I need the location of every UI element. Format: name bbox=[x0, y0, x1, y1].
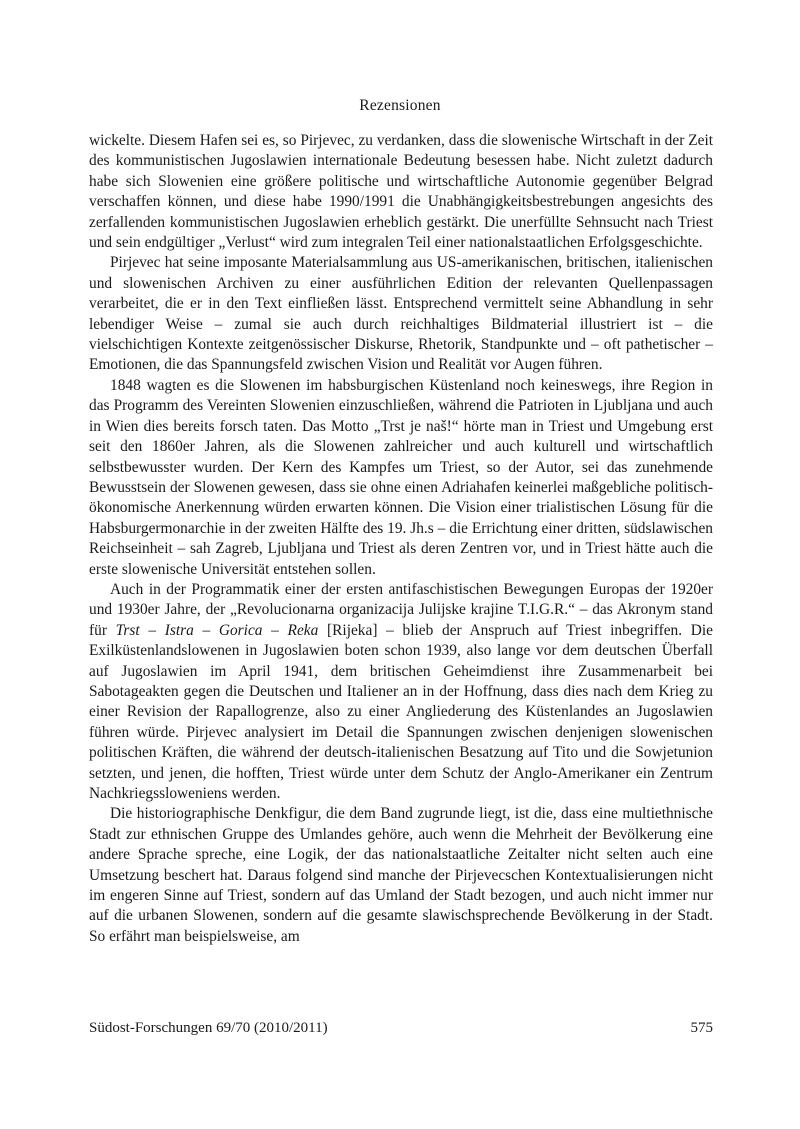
paragraph-5: Die historiographische Denkfigur, die dem Band zugrunde liegt, ist die, dass eine multiethnische Stadt zur ethnischen Gruppe des Umlandes gehöre, auch wenn die Mehrheit der Bevölkerung eine andere Sprache spreche, eine Logik, der das nationalstaatliche Zeitalter nicht selten auch eine Umsetzung beschert hat. Daraus folgend sind manche der Pirjevecschen Kontextualisierungen nicht im engeren Sinne auf Triest, sondern auf das Umland der Stadt bezogen, und auch nicht immer nur auf die urbanen Slowenen, sondern auf die gesamte slawischsprechende Bevölkerung in der Stadt. So erfährt man beispielsweise, am bbox=[89, 805, 713, 945]
paragraph-4 bbox=[89, 580, 713, 804]
review-body bbox=[89, 131, 713, 947]
paragraph-4-part-2: [Rijeka] – blieb der Anspruch auf Triest inbegriffen. Die Exilküstenlandslowenen in Jugoslawien boten schon 1939, also lange vor dem deutschen Überfall auf Jugoslawien im April 1941, dem britischen Geheimdienst ihre Zusammenarbeit bei Sabotageakten gegen die Deutschen und Italiener an in der Hoffnung, dass dies nach dem Krieg zu einer Revision der Rapallogrenze, also zu einer Angliederung des Küstenlandes an Jugoslawien führen würde. Pirjevec analysiert im Detail die Spannungen zwischen denjenigen slowenischen politischen Kräften, die während der deutsch-italienischen Besatzung auf Tito und die Sowjetunion setzten, und jenen, die hofften, Triest würde unter dem Schutz der Anglo-Amerikaner ein Zentrum Nachkriegssloweniens werden. bbox=[89, 621, 714, 802]
page-number: 575 bbox=[690, 1020, 713, 1036]
paragraph-1: wickelte. Diesem Hafen sei es, so Pirjevec, zu verdanken, dass die slowenische Wirtschaft in der Zeit des kommunistischen Jugoslawien internationale Bedeutung besessen habe. Nicht zuletzt dadurch habe sich Slowenien eine größere politische und wirtschaftliche Autonomie gegenüber Belgrad verschaffen können, und diese habe 1990/1991 die Unabhängigkeitsbestrebungen angesichts des zerfallenden kommunistischen Jugoslawien erheblich gestärkt. Die unerfüllte Sehnsucht nach Triest und sein endgültiger „Verlust“ wird zum integralen Teil einer nationalstaatlichen Erfolgsgeschichte. bbox=[89, 132, 713, 252]
running-head: Rezensionen bbox=[359, 97, 441, 114]
tigr-acronym-expansion: Trst – Istra – Gorica – Reka bbox=[115, 621, 319, 639]
journal-citation: Südost-Forschungen 69/70 (2010/2011) bbox=[89, 1020, 328, 1036]
page-footer bbox=[89, 1020, 713, 1037]
paragraph-4-part-1: Auch in der Programmatik einer der ersten antifaschistischen Bewegungen Europas der 1920er und 1930er Jahre, der „Revolucionarna organizacija Julijske krajine T.I.G.R.“ – das Akronym stand für bbox=[89, 580, 713, 639]
paragraph-3: 1848 wagten es die Slowenen im habsburgischen Küstenland noch keineswegs, ihre Region in das Programm des Vereinten Slowenien einzuschließen, während die Patrioten in Ljubljana und auch in Wien dies bereits forsch taten. Das Motto „Trst je naš!“ hörte man in Triest und Umgebung erst seit den 1860er Jahren, als die Slowenen zahlreicher und auch kulturell und wirtschaftlich selbstbewusster wurden. Der Kern des Kampfes um Triest, so der Autor, sei das zunehmende Bewusstsein der Slowenen gewesen, dass sie ohne einen Adriahafen keinerlei maßgebliche politisch-ökonomische Anerkennung würden erwarten können. Die Vision einer trialistischen Lösung für die Habsburgermonarchie in der zweiten Hälfte des 19. Jh.s – die Errichtung einer dritten, südslawischen Reichseinheit – sah Zagreb, Ljubljana und Triest als deren Zentren vor, und in Triest hätte auch die erste slowenische Universität entstehen sollen. bbox=[89, 376, 713, 578]
paragraph-2: Pirjevec hat seine imposante Materialsammlung aus US-amerikanischen, britischen, italienischen und slowenischen Archiven zu einer ausführlichen Edition der relevanten Quellenpassagen verarbeitet, die er in den Text einfließen lässt. Entsprechend vermittelt seine Abhandlung in sehr lebendiger Weise – zumal sie auch durch reichhaltiges Bildmaterial illustriert ist – die vielschichtigen Kontexte zeitgenössischer Diskurse, Rhetorik, Standpunkte und – oft pathetischer – Emotionen, die das Spannungsfeld zwischen Vision und Realität vor Augen führen. bbox=[89, 254, 713, 374]
